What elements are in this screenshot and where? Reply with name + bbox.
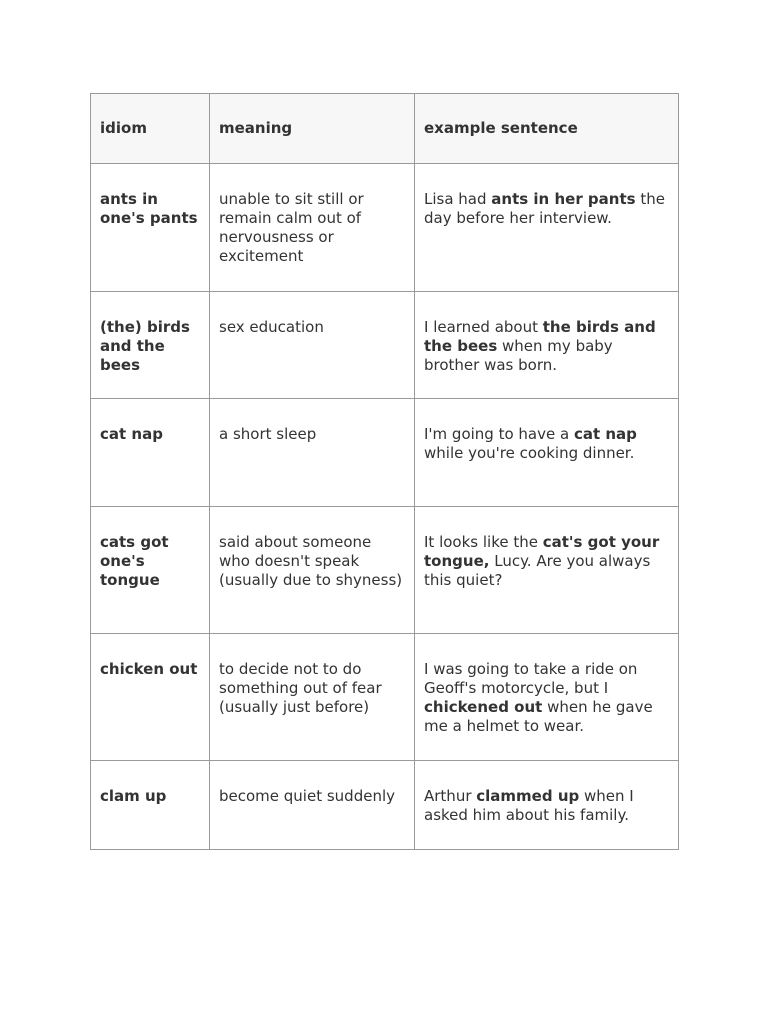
example-cell bbox=[415, 507, 679, 634]
idiom-cell: clam up bbox=[91, 761, 210, 850]
example-text: I'm going to have a bbox=[424, 425, 574, 443]
example-highlight: ants in her pants bbox=[491, 190, 636, 208]
table-row bbox=[91, 292, 679, 399]
table-row bbox=[91, 507, 679, 634]
table-row bbox=[91, 761, 679, 850]
meaning-cell: said about someone who doesn't speak (usually due to shyness) bbox=[210, 507, 415, 634]
example-text: Lisa had bbox=[424, 190, 492, 208]
example-text: Lucy. Are you always this quiet? bbox=[424, 552, 651, 589]
example-text: when I asked him about his family. bbox=[424, 787, 634, 824]
example-highlight: the birds and the bees bbox=[424, 318, 656, 355]
table-row bbox=[91, 399, 679, 507]
example-cell bbox=[415, 164, 679, 292]
meaning-cell: sex education bbox=[210, 292, 415, 399]
example-cell bbox=[415, 761, 679, 850]
example-highlight: cat's got your tongue, bbox=[424, 533, 660, 570]
idioms-table bbox=[90, 93, 679, 850]
example-highlight: clammed up bbox=[476, 787, 580, 805]
idiom-cell: (the) birds and the bees bbox=[91, 292, 210, 399]
meaning-cell: a short sleep bbox=[210, 399, 415, 507]
example-text: Arthur bbox=[424, 787, 477, 805]
example-text: when he gave me a helmet to wear. bbox=[424, 698, 653, 735]
header-idiom: idiom bbox=[91, 94, 210, 164]
table-row bbox=[91, 634, 679, 761]
table-row bbox=[91, 164, 679, 292]
example-highlight: cat nap bbox=[573, 425, 637, 443]
example-text: when my baby brother was born. bbox=[424, 337, 613, 374]
idiom-cell: ants in one's pants bbox=[91, 164, 210, 292]
idiom-cell: cats got one's tongue bbox=[91, 507, 210, 634]
idiom-cell: cat nap bbox=[91, 399, 210, 507]
meaning-cell: unable to sit still or remain calm out of nervousness or excitement bbox=[210, 164, 415, 292]
example-text: I was going to take a ride on Geoff's motorcycle, but I bbox=[424, 660, 638, 697]
example-text: while you're cooking dinner. bbox=[424, 444, 635, 462]
example-text: the day before her interview. bbox=[424, 190, 665, 227]
example-text: It looks like the bbox=[424, 533, 543, 551]
idiom-cell: chicken out bbox=[91, 634, 210, 761]
header-example-sentence: example sentence bbox=[415, 94, 679, 164]
example-cell bbox=[415, 399, 679, 507]
table-header-row bbox=[91, 94, 679, 164]
meaning-cell: to decide not to do something out of fear (usually just before) bbox=[210, 634, 415, 761]
header-meaning: meaning bbox=[210, 94, 415, 164]
example-cell bbox=[415, 634, 679, 761]
example-cell bbox=[415, 292, 679, 399]
example-highlight: chickened out bbox=[424, 698, 543, 716]
example-text: I learned about bbox=[424, 318, 543, 336]
meaning-cell: become quiet suddenly bbox=[210, 761, 415, 850]
